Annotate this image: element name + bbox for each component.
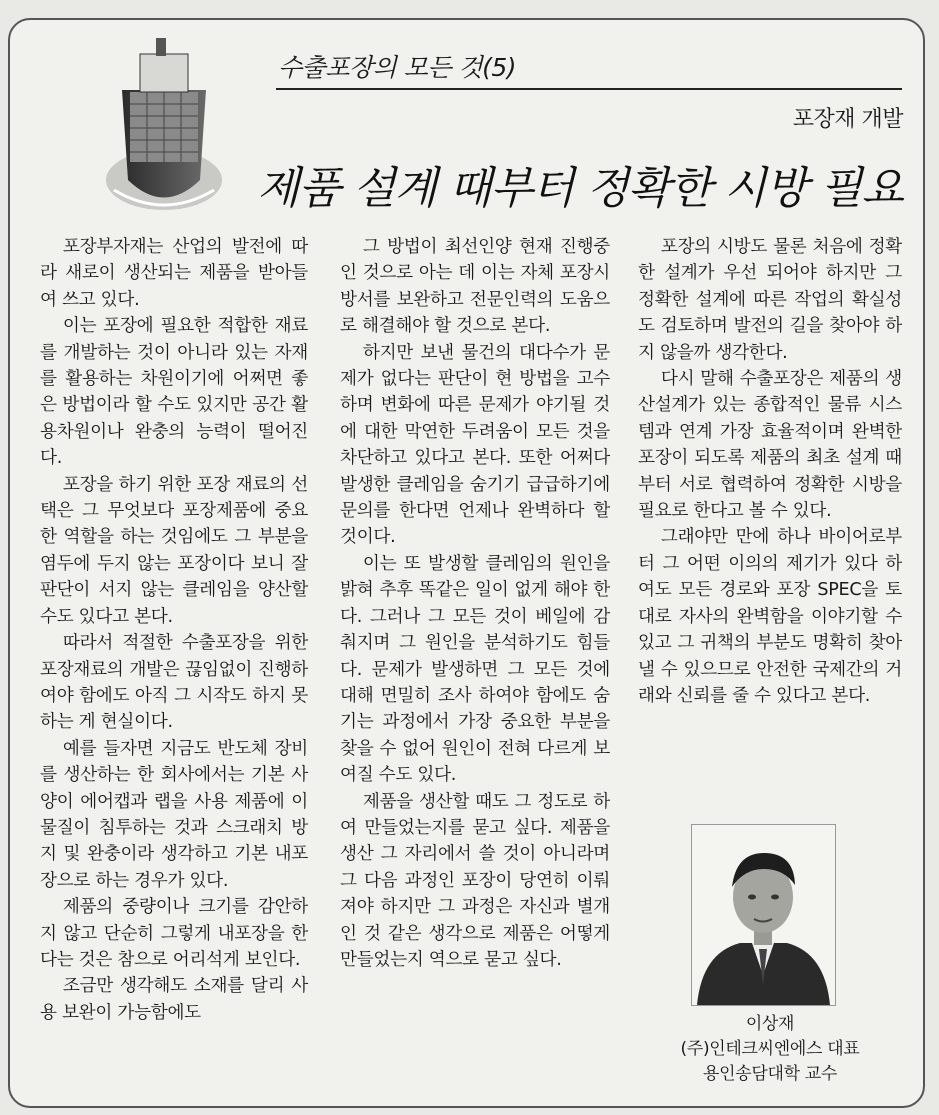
paragraph: 다시 말해 수출포장은 제품의 생산설계가 있는 종합적인 물류 시스템과 연계 가장 효율적이며 완벽한 포장이 되도록 제품의 최초 설계 때부터 서로 협력하여 정확한 시방을 필요로 한다고 볼 수 있다. [638, 369, 902, 522]
paragraph: 이는 포장에 필요한 적합한 재료를 개발하는 것이 아니라 있는 자재를 활용하는 차원이기에 어쩌면 좋은 방법이라 할 수도 있지만 공간 활용차원이나 완충의 능력이 떨어진다. [40, 316, 308, 469]
paragraph: 제품을 생산할 때도 그 정도로 하여 만들었는지를 묻고 싶다. 제품을 생산 그 자리에서 쓸 것이 아니라며 그 다음 과정인 포장이 당연히 이뤄져야 하지만 그 과정은 자신과 별개인 것 같은 생각으로 제품은 어떻게 만들었는지 역으로 묻고 싶다. [340, 791, 610, 970]
container-ship-image [104, 30, 224, 220]
paragraph: 포장의 시방도 물론 처음에 정확한 설계가 우선 되어야 하지만 그 정확한 설계에 따른 작업의 확실성도 검토하며 발전의 길을 찾아야 하지 않을까 생각한다. [638, 237, 902, 363]
paragraph: 따라서 적절한 수출포장을 위한 포장재료의 개발은 끊임없이 진행하여야 함에도 아직 그 시작도 하지 못하는 게 현실이다. [40, 633, 308, 733]
section-label: 포장재 개발 [792, 107, 903, 132]
paragraph: 이는 또 발생할 클레임의 원인을 밝혀 추후 똑같은 일이 없게 해야 한다. 그러나 그 모든 것이 베일에 감춰지며 그 원인을 분석하기도 힘들다. 문제가 발생하면 그 모든 것에 대해 면밀히 조사 하여야 함에도 숨기는 과정에서 가장 중요한 부분을 찾을 수 없어 원인이 전혀 다르게 보여질 수도 있다. [340, 553, 610, 786]
paragraph: 조금만 생각해도 소재를 달리 사용 보완이 가능함에도 [40, 976, 308, 1023]
paragraph: 하지만 보낸 물건의 대다수가 문제가 없다는 판단이 현 방법을 고수하며 변화에 따른 문제가 야기될 것에 대한 막연한 두려움이 모든 것을 차단하고 있다고 본다. 또한 어쩌다 발생한 클레임을 숨기기 급급하기에 문의를 한다면 언제나 완벽하다 할 것이다. [340, 342, 610, 548]
paragraph: 그 방법이 최선인양 현재 진행중인 것으로 아는 데 이는 자체 포장시방서를 보완하고 전문인력의 도움으로 해결해야 할 것으로 본다. [340, 237, 610, 337]
paragraph: 제품의 중량이나 크기를 감안하지 않고 단순히 그렇게 내포장을 한다는 것은 참으로 어리석게 보인다. [40, 897, 308, 970]
series-title: 수출포장의 모든 것(5) [278, 53, 517, 82]
paragraph: 예를 들자면 지금도 반도체 장비를 생산하는 한 회사에서는 기본 사양이 에어캡과 랩을 사용 제품에 이물질이 침투하는 것과 스크래치 방지 및 완충이라 생각하고 기본 내포장으로 하는 경우가 있다. [40, 738, 308, 891]
author-title: (주)인테크씨엔에스 대표 [680, 1039, 860, 1059]
author-byline [648, 1012, 892, 1087]
headline: 제품 설계 때부터 정확한 시방 필요 [257, 163, 903, 214]
author-name: 이상재 [745, 1014, 795, 1034]
paragraph: 그래야만 만에 하나 바이어로부터 그 어떤 이의의 제기가 있다 하여도 모든 경로와 포장 SPEC을 토대로 자사의 완벽함을 이야기할 수 있고 그 귀책의 부분도 명확히 찾아낼 수 있으므로 안전한 국제간의 거래와 신뢰를 줄 수 있다고 본다. [638, 527, 902, 706]
article-column-1 [40, 234, 308, 1026]
article-column-3 [638, 234, 902, 709]
article-column-2 [340, 234, 610, 973]
paragraph: 포장부자재는 산업의 발전에 따라 새로이 생산되는 제품을 받아들여 쓰고 있다. [40, 237, 308, 310]
author-photo [691, 824, 836, 1006]
author-affiliation: 용인송담대학 교수 [702, 1064, 838, 1084]
series-rule [276, 88, 902, 90]
paragraph: 포장을 하기 위한 포장 재료의 선택은 그 무엇보다 포장제품에 중요한 역할을 하는 것임에도 그 부분을 염두에 두지 않는 포장이다 보니 잘 판단이 서지 않는 클레임을 양산할 수도 있다고 본다. [40, 474, 308, 627]
